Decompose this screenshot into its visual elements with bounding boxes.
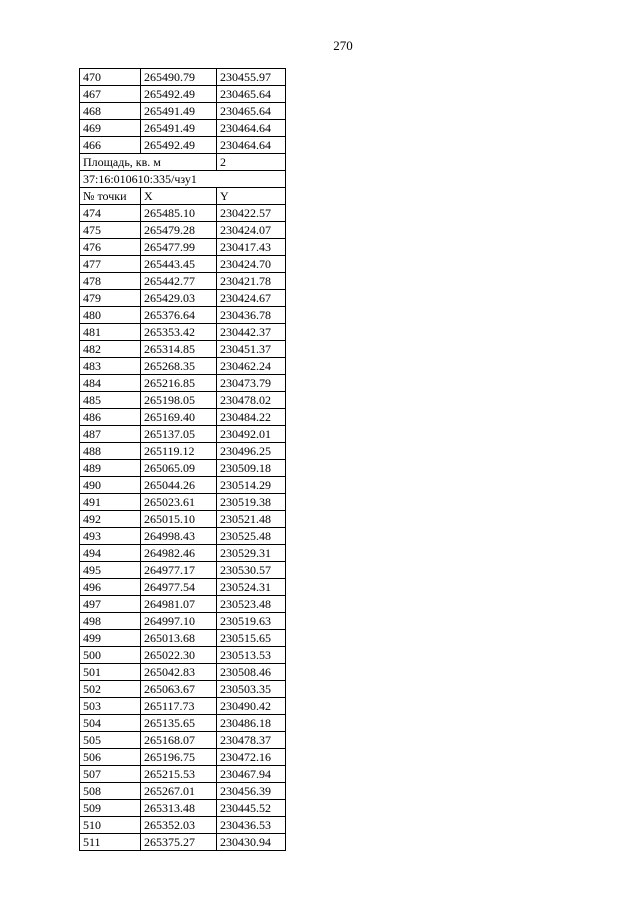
- point-number-cell: 493: [80, 528, 141, 545]
- x-coordinate-cell: 264982.46: [141, 545, 217, 562]
- y-coordinate-cell: 230521.48: [217, 511, 286, 528]
- x-coordinate-cell: 264977.54: [141, 579, 217, 596]
- table-row: [80, 545, 286, 562]
- point-number-cell: 487: [80, 426, 141, 443]
- y-coordinate-cell: 230513.53: [217, 647, 286, 664]
- x-coordinate-cell: 265063.67: [141, 681, 217, 698]
- x-coordinate-cell: 265023.61: [141, 494, 217, 511]
- y-coordinate-cell: 230464.64: [217, 120, 286, 137]
- coordinates-table-body: [80, 69, 286, 851]
- x-coordinate-cell: 265267.01: [141, 783, 217, 800]
- table-row: [80, 120, 286, 137]
- y-coordinate-cell: 230436.78: [217, 307, 286, 324]
- table-row: [80, 477, 286, 494]
- y-coordinate-cell: 230465.64: [217, 86, 286, 103]
- table-row: [80, 630, 286, 647]
- x-coordinate-cell: 265477.99: [141, 239, 217, 256]
- table-row: [80, 358, 286, 375]
- table-row: [80, 783, 286, 800]
- x-coordinate-cell: 265168.07: [141, 732, 217, 749]
- x-coordinate-cell: 265042.83: [141, 664, 217, 681]
- x-coordinate-cell: 265065.09: [141, 460, 217, 477]
- point-number-cell: 476: [80, 239, 141, 256]
- x-coordinate-cell: 265135.65: [141, 715, 217, 732]
- x-coordinate-cell: 265198.05: [141, 392, 217, 409]
- point-number-cell: 467: [80, 86, 141, 103]
- point-number-cell: 505: [80, 732, 141, 749]
- y-coordinate-cell: 230424.70: [217, 256, 286, 273]
- y-coordinate-cell: 230486.18: [217, 715, 286, 732]
- table-row: [80, 528, 286, 545]
- table-row: [80, 681, 286, 698]
- x-coordinate-cell: 264998.43: [141, 528, 217, 545]
- table-row: [80, 137, 286, 154]
- y-coordinate-cell: 230508.46: [217, 664, 286, 681]
- x-coordinate-cell: 265119.12: [141, 443, 217, 460]
- y-coordinate-cell: 230465.64: [217, 103, 286, 120]
- point-number-cell: 481: [80, 324, 141, 341]
- y-coordinate-cell: 230417.43: [217, 239, 286, 256]
- area-row: [80, 154, 286, 171]
- point-number-cell: 497: [80, 596, 141, 613]
- x-coordinate-cell: 265216.85: [141, 375, 217, 392]
- x-coordinate-cell: 265375.27: [141, 834, 217, 851]
- table-row: [80, 222, 286, 239]
- y-coordinate-cell: 230445.52: [217, 800, 286, 817]
- point-number-cell: 480: [80, 307, 141, 324]
- point-number-cell: 506: [80, 749, 141, 766]
- x-coordinate-cell: 264997.10: [141, 613, 217, 630]
- header-row: [80, 188, 286, 205]
- table-row: [80, 69, 286, 86]
- table-row: [80, 273, 286, 290]
- y-coordinate-cell: 230456.39: [217, 783, 286, 800]
- x-coordinate-cell: 265117.73: [141, 698, 217, 715]
- x-coordinate-cell: 264977.17: [141, 562, 217, 579]
- point-number-cell: 475: [80, 222, 141, 239]
- point-number-cell: 502: [80, 681, 141, 698]
- y-coordinate-cell: 230515.65: [217, 630, 286, 647]
- point-number-cell: 511: [80, 834, 141, 851]
- y-coordinate-cell: 230467.94: [217, 766, 286, 783]
- x-coordinate-cell: 265376.64: [141, 307, 217, 324]
- point-number-cell: 485: [80, 392, 141, 409]
- x-coordinate-cell: 265485.10: [141, 205, 217, 222]
- table-row: [80, 511, 286, 528]
- x-coordinate-cell: 265196.75: [141, 749, 217, 766]
- point-number-cell: 466: [80, 137, 141, 154]
- table-row: [80, 749, 286, 766]
- y-coordinate-cell: 230478.02: [217, 392, 286, 409]
- y-coordinate-cell: 230519.38: [217, 494, 286, 511]
- y-coordinate-cell: 230472.16: [217, 749, 286, 766]
- table-row: [80, 324, 286, 341]
- table-row: [80, 409, 286, 426]
- x-coordinate-cell: 265442.77: [141, 273, 217, 290]
- y-coordinate-cell: 230455.97: [217, 69, 286, 86]
- y-coordinate-cell: 230490.42: [217, 698, 286, 715]
- x-coordinate-cell: 264981.07: [141, 596, 217, 613]
- point-number-cell: 494: [80, 545, 141, 562]
- y-coordinate-cell: 230524.31: [217, 579, 286, 596]
- point-number-cell: 478: [80, 273, 141, 290]
- point-number-cell: 490: [80, 477, 141, 494]
- point-number-cell: 489: [80, 460, 141, 477]
- x-coordinate-cell: 265353.42: [141, 324, 217, 341]
- x-coordinate-cell: 265352.03: [141, 817, 217, 834]
- x-coordinate-cell: 265022.30: [141, 647, 217, 664]
- y-coordinate-cell: 230464.64: [217, 137, 286, 154]
- y-coordinate-cell: 230436.53: [217, 817, 286, 834]
- x-coordinate-cell: 265215.53: [141, 766, 217, 783]
- y-coordinate-cell: 230424.07: [217, 222, 286, 239]
- table-row: [80, 800, 286, 817]
- point-number-cell: 488: [80, 443, 141, 460]
- point-number-cell: 492: [80, 511, 141, 528]
- table-row: [80, 205, 286, 222]
- table-row: [80, 443, 286, 460]
- table-row: [80, 834, 286, 851]
- x-coordinate-cell: 265491.49: [141, 120, 217, 137]
- cadastral-row: [80, 171, 286, 188]
- y-coordinate-cell: 230451.37: [217, 341, 286, 358]
- table-row: [80, 732, 286, 749]
- point-number-cell: 469: [80, 120, 141, 137]
- table-row: [80, 494, 286, 511]
- x-coordinate-cell: 265268.35: [141, 358, 217, 375]
- table-row: [80, 375, 286, 392]
- point-number-cell: 503: [80, 698, 141, 715]
- point-number-cell: 501: [80, 664, 141, 681]
- y-coordinate-cell: 230523.48: [217, 596, 286, 613]
- point-number-cell: 509: [80, 800, 141, 817]
- y-coordinate-cell: 230530.57: [217, 562, 286, 579]
- y-coordinate-cell: 230509.18: [217, 460, 286, 477]
- table-row: [80, 341, 286, 358]
- table-row: [80, 698, 286, 715]
- point-number-cell: 504: [80, 715, 141, 732]
- point-number-cell: 507: [80, 766, 141, 783]
- page-number: 270: [333, 38, 353, 53]
- table-row: [80, 613, 286, 630]
- table-row: [80, 596, 286, 613]
- header-y: Y: [217, 188, 286, 205]
- point-number-cell: 510: [80, 817, 141, 834]
- area-label: Площадь, кв. м: [80, 154, 217, 171]
- x-coordinate-cell: 265044.26: [141, 477, 217, 494]
- y-coordinate-cell: 230422.57: [217, 205, 286, 222]
- x-coordinate-cell: 265479.28: [141, 222, 217, 239]
- point-number-cell: 508: [80, 783, 141, 800]
- point-number-cell: 500: [80, 647, 141, 664]
- y-coordinate-cell: 230525.48: [217, 528, 286, 545]
- x-coordinate-cell: 265492.49: [141, 86, 217, 103]
- table-row: [80, 86, 286, 103]
- table-row: [80, 579, 286, 596]
- table-row: [80, 460, 286, 477]
- point-number-cell: 470: [80, 69, 141, 86]
- x-coordinate-cell: 265169.40: [141, 409, 217, 426]
- table-row: [80, 664, 286, 681]
- point-number-cell: 482: [80, 341, 141, 358]
- x-coordinate-cell: 265013.68: [141, 630, 217, 647]
- y-coordinate-cell: 230519.63: [217, 613, 286, 630]
- table-row: [80, 256, 286, 273]
- header-x: X: [141, 188, 217, 205]
- point-number-cell: 491: [80, 494, 141, 511]
- table-row: [80, 392, 286, 409]
- x-coordinate-cell: 265490.79: [141, 69, 217, 86]
- point-number-cell: 499: [80, 630, 141, 647]
- point-number-cell: 479: [80, 290, 141, 307]
- table-row: [80, 103, 286, 120]
- table-row: [80, 817, 286, 834]
- x-coordinate-cell: 265491.49: [141, 103, 217, 120]
- y-coordinate-cell: 230478.37: [217, 732, 286, 749]
- table-row: [80, 290, 286, 307]
- y-coordinate-cell: 230430.94: [217, 834, 286, 851]
- y-coordinate-cell: 230424.67: [217, 290, 286, 307]
- y-coordinate-cell: 230503.35: [217, 681, 286, 698]
- y-coordinate-cell: 230442.37: [217, 324, 286, 341]
- y-coordinate-cell: 230421.78: [217, 273, 286, 290]
- y-coordinate-cell: 230473.79: [217, 375, 286, 392]
- table-row: [80, 239, 286, 256]
- point-number-cell: 477: [80, 256, 141, 273]
- table-row: [80, 647, 286, 664]
- x-coordinate-cell: 265492.49: [141, 137, 217, 154]
- header-point-number: № точки: [80, 188, 141, 205]
- point-number-cell: 496: [80, 579, 141, 596]
- point-number-cell: 495: [80, 562, 141, 579]
- point-number-cell: 474: [80, 205, 141, 222]
- point-number-cell: 468: [80, 103, 141, 120]
- x-coordinate-cell: 265137.05: [141, 426, 217, 443]
- x-coordinate-cell: 265314.85: [141, 341, 217, 358]
- y-coordinate-cell: 230529.31: [217, 545, 286, 562]
- cadastral-number: 37:16:010610:335/чзу1: [80, 171, 286, 188]
- table-row: [80, 715, 286, 732]
- x-coordinate-cell: 265429.03: [141, 290, 217, 307]
- y-coordinate-cell: 230462.24: [217, 358, 286, 375]
- y-coordinate-cell: 230514.29: [217, 477, 286, 494]
- x-coordinate-cell: 265313.48: [141, 800, 217, 817]
- table-row: [80, 766, 286, 783]
- table-row: [80, 426, 286, 443]
- coordinates-table: [79, 68, 286, 851]
- table-row: [80, 307, 286, 324]
- y-coordinate-cell: 230492.01: [217, 426, 286, 443]
- y-coordinate-cell: 230484.22: [217, 409, 286, 426]
- point-number-cell: 483: [80, 358, 141, 375]
- x-coordinate-cell: 265443.45: [141, 256, 217, 273]
- point-number-cell: 498: [80, 613, 141, 630]
- table-row: [80, 562, 286, 579]
- y-coordinate-cell: 230496.25: [217, 443, 286, 460]
- point-number-cell: 486: [80, 409, 141, 426]
- point-number-cell: 484: [80, 375, 141, 392]
- x-coordinate-cell: 265015.10: [141, 511, 217, 528]
- area-value: 2: [217, 154, 286, 171]
